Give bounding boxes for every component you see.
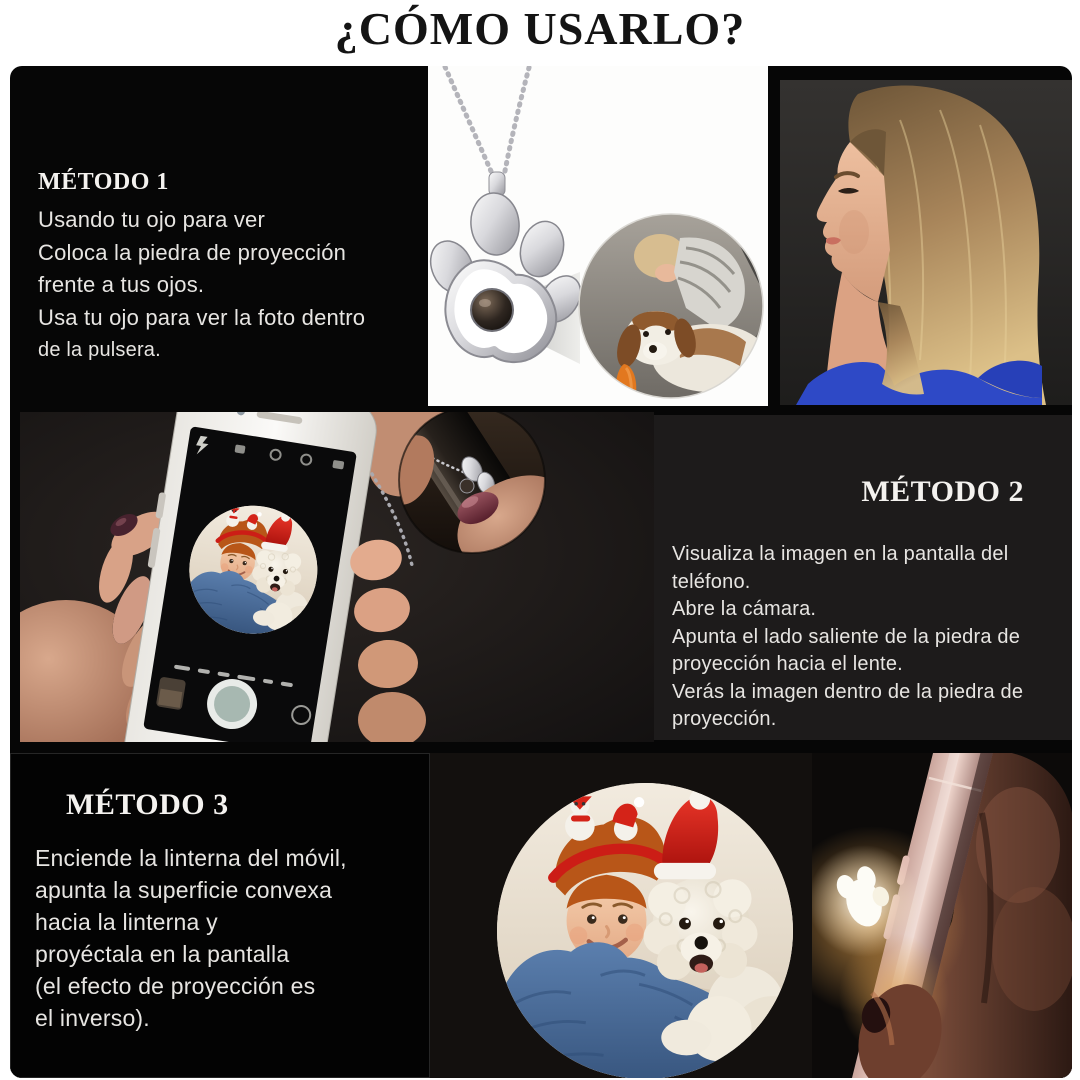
page-title: ¿CÓMO USARLO? bbox=[334, 3, 746, 54]
woman-photo-illustration bbox=[780, 80, 1072, 405]
necklace-photo-illustration bbox=[428, 66, 768, 406]
hdr-icon bbox=[234, 444, 245, 453]
method2-description: Visualiza la imagen en la pantalla del teléfono. Abre la cámara. Apunta el lado saliente de la piedra de proyección hacia el lente. Verás la imagen dentro de la piedra de proyección. bbox=[672, 543, 1024, 730]
method3-block bbox=[10, 753, 430, 1078]
projected-photo-panel bbox=[430, 753, 812, 1078]
necklace-photo bbox=[428, 66, 768, 406]
rotate-icon bbox=[332, 460, 344, 470]
flashlight-photo bbox=[812, 753, 1072, 1078]
method3-description: Enciende la linterna del móvil, apunta la superficie convexa hacia la linterna y proyéctala en la pantalla (el efecto de proyección es el inverso). bbox=[35, 845, 347, 1031]
method1-heading: MÉTODO 1 bbox=[38, 169, 169, 195]
method3-heading: MÉTODO 3 bbox=[66, 788, 229, 821]
projected-photo-illustration bbox=[430, 753, 812, 1078]
woman-photo bbox=[780, 80, 1072, 405]
projection-stone bbox=[471, 289, 513, 331]
method2-block bbox=[654, 415, 1072, 740]
flashlight-illustration bbox=[812, 753, 1072, 1078]
main-black-canvas bbox=[10, 66, 1072, 1078]
phone-camera-illustration bbox=[20, 412, 654, 742]
method1-block bbox=[38, 168, 438, 367]
phone-camera-photo bbox=[20, 412, 654, 742]
method1-description: Usando tu ojo para ver Coloca la piedra de proyección frente a tus ojos. Usa tu ojo para ver la foto dentro de la pulsera. bbox=[38, 207, 366, 361]
method2-heading: MÉTODO 2 bbox=[861, 475, 1024, 508]
